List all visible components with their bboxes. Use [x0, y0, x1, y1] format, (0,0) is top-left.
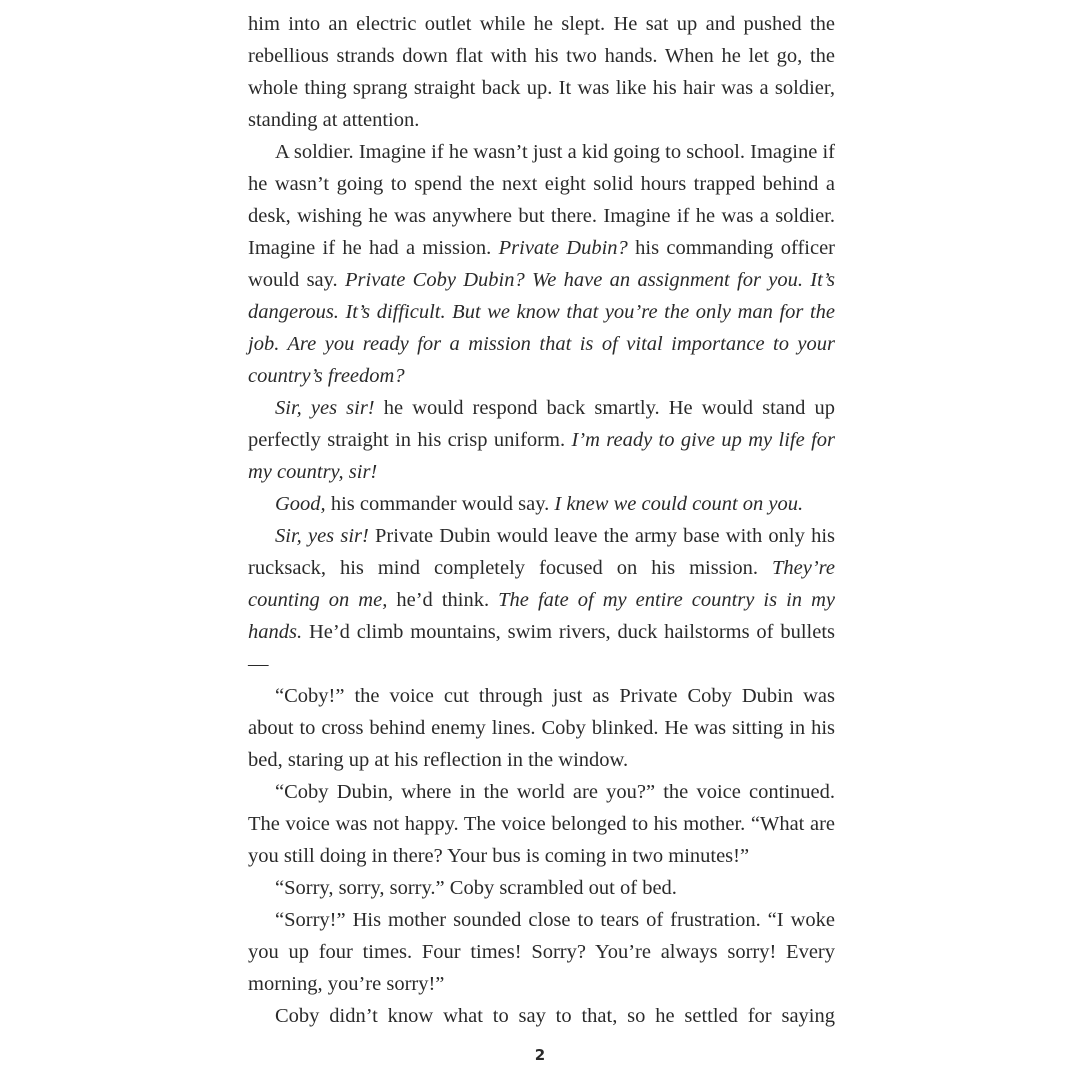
- paragraph-1: [248, 8, 835, 136]
- text-segment: he’d think.: [387, 589, 499, 611]
- paragraph-5: [248, 520, 835, 680]
- italic-text: I’m ready to give up my life for my country, sir!: [248, 429, 835, 483]
- text-segment: his commander would say.: [325, 493, 555, 515]
- italic-text: Good,: [275, 493, 326, 515]
- text-segment: “Sorry, sorry, sorry.” Coby scrambled out of bed.: [275, 877, 677, 899]
- text-segment: He’d climb mountains, swim rivers, duck hailstorms of bullets—: [248, 621, 835, 675]
- text-segment: Coby didn’t know what to say to that, so he settled for saying: [275, 1005, 835, 1027]
- paragraph-4: [248, 488, 835, 520]
- paragraph-9: [248, 904, 835, 1000]
- paragraph-2: [248, 136, 835, 392]
- text-segment: “Sorry!” His mother sounded close to tears of frustration. “I woke you up four times. Four times! Sorry? You’re always sorry! Every morning, you’re sorry!”: [248, 909, 835, 995]
- text-segment: he would respond back smartly. He would stand up perfectly straight in his crisp uniform.: [248, 397, 835, 451]
- page-number: 2: [534, 1046, 546, 1064]
- italic-text: Private Coby Dubin? We have an assignment for you. It’s dangerous. It’s difficult. But we know that you’re the only man for the job. Are you ready for a mission that is of vital importance to your country’s freedom?: [248, 269, 835, 387]
- paragraph-10: [248, 1000, 835, 1032]
- italic-text: Sir, yes sir!: [275, 397, 375, 419]
- italic-text: They’re counting on me,: [248, 557, 835, 611]
- italic-text: I knew we could count on you.: [554, 493, 804, 515]
- italic-text: Sir, yes sir!: [275, 525, 369, 547]
- text-segment: Private Dubin would leave the army base with only his rucksack, his mind completely focused on his mission.: [248, 525, 835, 579]
- text-segment: him into an electric outlet while he slept. He sat up and pushed the rebellious strands down flat with his two hands. When he let go, the whole thing sprang straight back up. It was like his hair was a soldier, standing at attention.: [248, 13, 835, 131]
- italic-text: Private Dubin?: [498, 237, 628, 259]
- text-segment: “Coby!” the voice cut through just as Private Coby Dubin was about to cross behind enemy lines. Coby blinked. He was sitting in his bed, staring up at his reflection in the window.: [248, 685, 835, 771]
- paragraph-3: [248, 392, 835, 488]
- text-segment: “Coby Dubin, where in the world are you?” the voice continued. The voice was not happy. The voice belonged to his mother. “What are you still doing in there? Your bus is coming in two minutes!”: [248, 781, 835, 867]
- paragraph-7: [248, 776, 835, 872]
- text-segment: his commanding officer would say.: [248, 237, 835, 291]
- paragraph-6: [248, 680, 835, 776]
- paragraph-8: [248, 872, 835, 904]
- body-text: [248, 8, 835, 1032]
- text-segment: A soldier. Imagine if he wasn’t just a kid going to school. Imagine if he wasn’t going to spend the next eight solid hours trapped behind a desk, wishing he was anywhere but there. Imagine if he was a soldier. Imagine if he had a mission.: [248, 141, 835, 259]
- italic-text: The fate of my entire country is in my hands.: [248, 589, 835, 643]
